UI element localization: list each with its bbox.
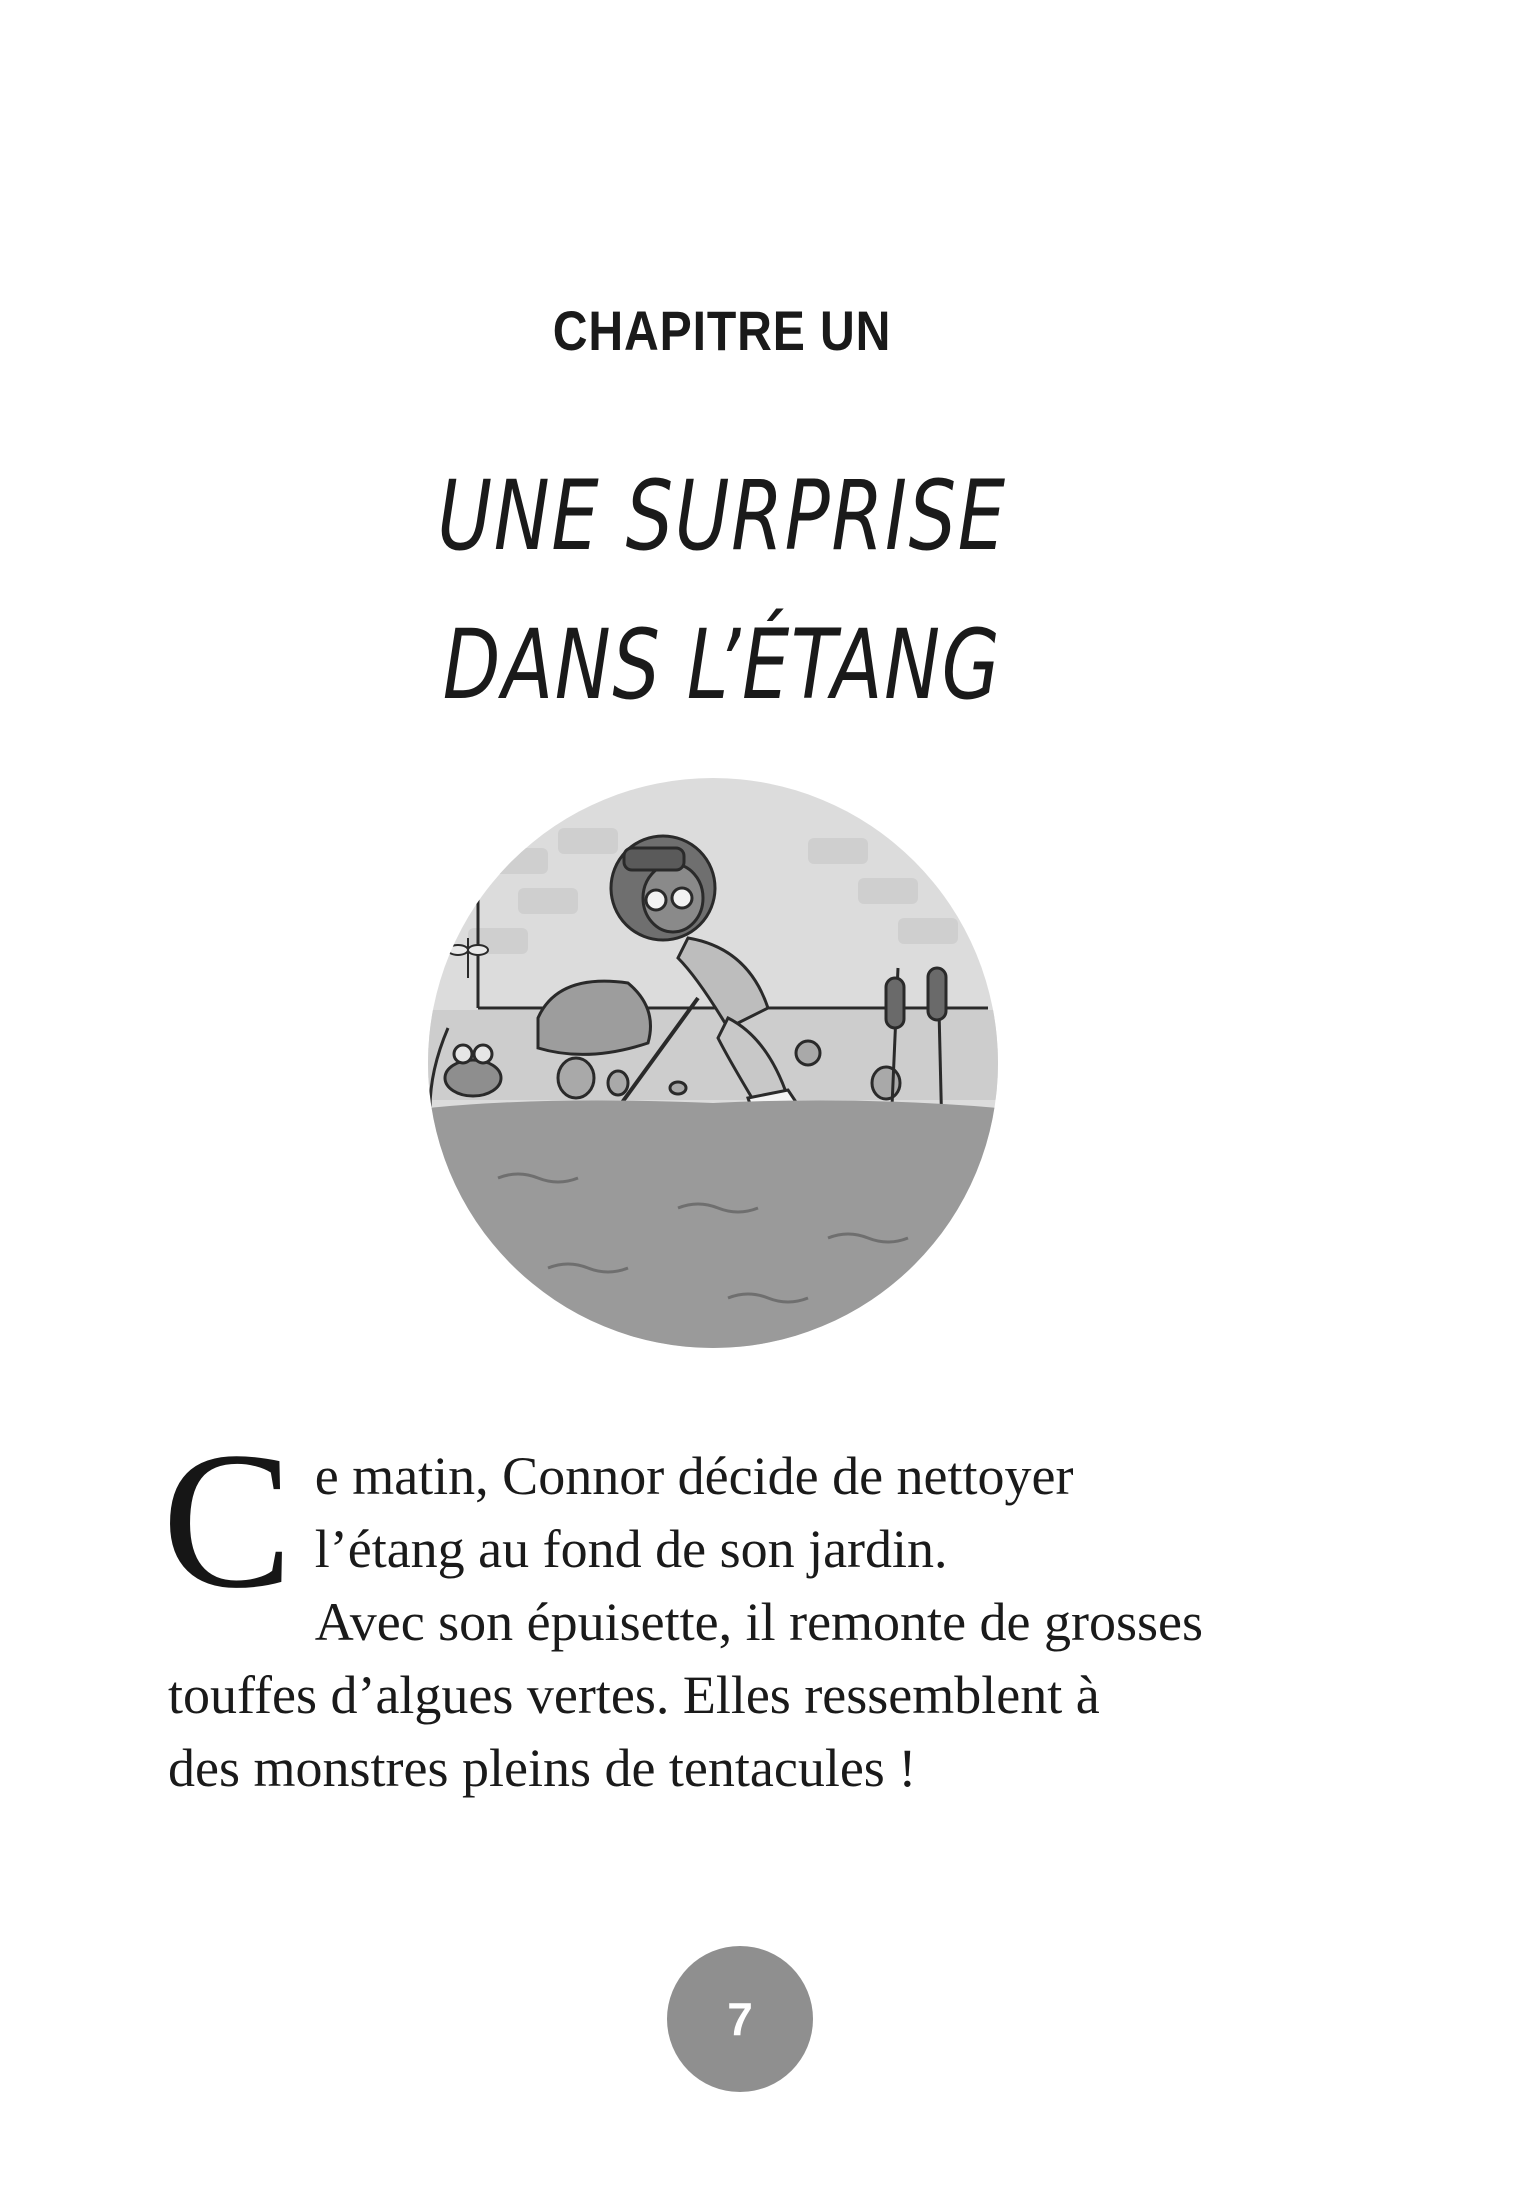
chapter-title-line-1: UNE SURPRISE	[437, 460, 1007, 572]
body-line-4: touffes d’algues vertes. Elles ressemblent à	[168, 1665, 1100, 1725]
drop-cap-letter: C	[162, 1412, 293, 1629]
chapter-title-line-2: DANS L’ÉTANG	[442, 609, 1002, 721]
page-number-badge: 7	[667, 1946, 813, 2092]
boy-with-net-at-pond-illustration	[428, 778, 998, 1348]
chapter-label: CHAPITRE UN	[552, 299, 892, 362]
body-line-3: Avec son épuisette, il remonte de grosses	[314, 1592, 1203, 1652]
body-line-1: e matin, Connor décide de nettoyer	[314, 1446, 1074, 1506]
chapter-body-text	[162, 1412, 1298, 1805]
body-line-2: l’étang au fond de son jardin.	[314, 1519, 948, 1579]
body-line-5: des monstres pleins de tentacules !	[168, 1738, 917, 1798]
